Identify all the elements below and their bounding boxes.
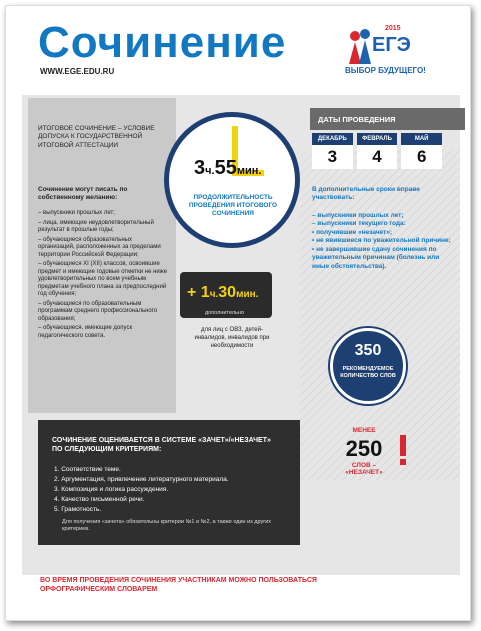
extra-minutes-unit: мин. — [236, 289, 259, 300]
list-item: • получившие «незачет»; — [312, 228, 393, 236]
criteria-heading: СОЧИНЕНИЕ ОЦЕНИВАЕТСЯ В СИСТЕМЕ «ЗАЧЕТ»/«НЕЗАЧЕТ» ПО СЛЕДУЮЩИМ КРИТЕРИЯМ: — [52, 437, 271, 454]
list-item: – выпускники текущего года: — [312, 220, 406, 228]
list-item: • не завершившие сдачу сочинения по уважительным причинам (болезнь или иные обстоятельства). — [312, 245, 440, 270]
list-item: 4. Качество письменной речи. — [54, 496, 145, 504]
duration-value — [194, 157, 261, 180]
extra-dates-list — [312, 212, 452, 271]
date-day: 4 — [357, 145, 398, 169]
list-item: • не явившиеся по уважительной причине; — [312, 237, 451, 245]
min-words-label: СЛОВ – «НЕЗАЧЕТ» — [345, 462, 383, 476]
date-december — [312, 133, 353, 175]
eligible-list — [38, 210, 170, 342]
recommended-word-label: РЕКОМЕНДУЕМОЕ КОЛИЧЕСТВО СЛОВ — [340, 366, 396, 379]
extra-minutes: 30 — [218, 284, 237, 301]
list-item: – обучающиеся, имеющие допуск педагогического совета. — [38, 325, 133, 339]
list-item: – обучающиеся XI (XII) классов, освоившие предмет и имеющие годовые отметки не ниже удовлетворительных по всем учебным предметам учебного плана за предпоследний год обучения; — [38, 261, 168, 297]
list-item: 1. Соответствие теме. — [54, 466, 121, 473]
duration-minutes-unit: мин. — [236, 165, 262, 177]
list-item: – выпускники прошлых лет; — [38, 210, 115, 216]
left-panel-subheading: Сочинение могут писать по собственному желанию: — [38, 186, 128, 202]
left-panel-heading: ИТОГОВОЕ СОЧИНЕНИЕ – УСЛОВИЕ ДОПУСКА К ГОСУДАРСТВЕННОЙ ИТОГОВОЙ АТТЕСТАЦИИ — [38, 125, 155, 149]
duration-hours-unit: ч. — [205, 165, 215, 177]
extra-time-value — [187, 284, 258, 302]
recommended-word-count: 350 — [354, 342, 382, 359]
criteria-note: Для получения «зачета» обязательны критерии №1 и №2, а также один из других критериев. — [62, 519, 272, 533]
date-month: МАЙ — [401, 133, 442, 145]
list-item: 5. Грамотность. — [54, 506, 102, 514]
date-month: ДЕКАБРЬ — [312, 133, 353, 145]
list-item: 2. Аргументация, привлечение литературного материала. — [54, 476, 229, 484]
extra-hours: + 1 — [187, 284, 210, 301]
list-item: – обучающиеся образовательных организаций, расположенных за пределами территории Российской Федерации; — [38, 236, 161, 258]
extra-hours-unit: ч. — [209, 289, 219, 300]
date-february — [357, 133, 398, 175]
dates-heading: ДАТЫ ПРОВЕДЕНИЯ — [310, 108, 465, 130]
extra-time-note: дополнительно — [205, 310, 245, 316]
date-month: ФЕВРАЛЬ — [357, 133, 398, 145]
min-words-prefix: МЕНЕЕ — [352, 427, 376, 434]
duration-label: ПРОДОЛЖИТЕЛЬНОСТЬ ПРОВЕДЕНИЯ ИТОГОВОГО СОЧИНЕНИЯ — [188, 194, 278, 218]
duration-minutes: 55 — [214, 157, 237, 179]
extra-time-audience: для лиц с ОВЗ, детей-инвалидов, инвалидов при необходимости — [194, 327, 270, 349]
extra-dates-intro: В дополнительные сроки вправе участвовать: — [312, 186, 420, 202]
logo-slogan: ВЫБОР БУДУЩЕГО! — [345, 66, 426, 75]
date-may — [401, 133, 442, 175]
duration-hours: 3 — [194, 157, 206, 179]
date-day: 6 — [401, 145, 442, 169]
exclamation-icon — [399, 435, 407, 465]
date-day: 3 — [312, 145, 353, 169]
min-word-count: 250 — [345, 436, 383, 461]
dates-calendar — [312, 133, 442, 175]
list-item: – лица, имеющие неудовлетворительный результат в прошлые годы; — [38, 219, 154, 233]
list-item: 3. Композиция и логика рассуждения. — [54, 486, 169, 494]
list-item: – выпускники прошлых лет; — [312, 212, 404, 219]
site-url[interactable]: WWW.EGE.EDU.RU — [40, 67, 115, 76]
list-item: – обучающиеся по образовательным программам среднего профессионального образования; — [38, 300, 158, 322]
footer-note: ВО ВРЕМЯ ПРОВЕДЕНИЯ СОЧИНЕНИЯ УЧАСТНИКАМ МОЖНО ПОЛЬЗОВАТЬСЯ ОРФОГРАФИЧЕСКИМ СЛОВАРЕМ — [40, 577, 317, 594]
criteria-list — [54, 465, 274, 515]
logo-text: ЕГЭ — [372, 34, 411, 56]
page-title: Сочинение — [38, 18, 287, 67]
logo-year: 2015 — [385, 25, 401, 32]
